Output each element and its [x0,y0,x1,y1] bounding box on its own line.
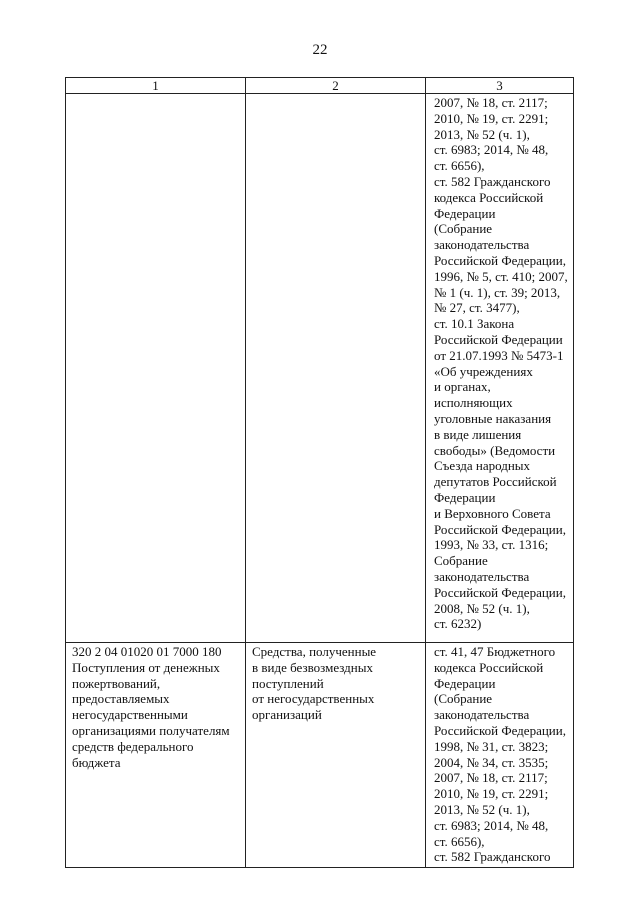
text-line: 1998, № 31, ст. 3823; [434,738,549,754]
text-line: Российской Федерации, [434,722,566,738]
text-line: законодательства [434,237,530,253]
text-line: 2008, № 52 (ч. 1), [434,600,530,616]
text-line: ст. 6983; 2014, № 48, [434,142,549,158]
text-line: Поступления от денежных [72,659,220,675]
cell-revenue-type [246,94,426,643]
text-line: Российской Федерации [434,331,563,347]
table-row [66,643,574,868]
text-line: ст. 41, 47 Бюджетного [434,644,556,659]
text-line: ст. 6983; 2014, № 48, [434,817,549,833]
text-line: кодекса Российской [434,659,544,675]
column-header-3: 3 [426,78,574,94]
text-line: Средства, полученные [252,644,377,659]
cell-code-description [66,94,246,643]
text-line: организаций [252,707,322,723]
text-line: Российской Федерации, [434,252,566,268]
cell-code-description [66,643,246,868]
text-line: ст. 6232) [434,616,482,632]
text-line: 2013, № 52 (ч. 1), [434,801,530,817]
text-line: от негосударственных [252,691,375,707]
text-line: организациями получателям [72,722,230,738]
text-line: ст. 6656), [434,158,485,174]
cell-legal-basis [426,643,574,868]
text-line: бюджета [72,754,121,770]
text-line: (Собрание [434,221,493,237]
text-line: ст. 582 Гражданского [434,173,551,189]
text-line: 1996, № 5, ст. 410; 2007, [434,268,568,284]
text-line: и органах, [434,379,491,395]
text-line: депутатов Российской [434,474,557,490]
text-line: 320 2 04 01020 01 7000 180 [72,644,222,659]
text-line: 2013, № 52 (ч. 1), [434,126,530,142]
text-line: № 27, ст. 3477), [434,300,520,316]
text-line: (Собрание [434,691,493,707]
text-line: и Верховного Совета [434,505,551,521]
table-header-row [66,78,574,94]
text-line: законодательства [434,707,530,723]
text-line: 2010, № 19, ст. 2291; [434,110,549,126]
revenue-table [65,77,574,868]
text-line: № 1 (ч. 1), ст. 39; 2013, [434,284,561,300]
table-row [66,94,574,643]
text-line: свободы» (Ведомости [434,442,556,458]
text-line: ст. 582 Гражданского [434,849,551,865]
text-line: ст. 10.1 Закона [434,316,515,332]
text-line: «Об учреждениях [434,363,533,379]
text-line: поступлений [252,675,324,691]
text-line: Федерации [434,205,496,221]
text-line: Федерации [434,489,496,505]
text-line: 2007, № 18, ст. 2117; [434,95,548,110]
column-header-1: 1 [66,78,246,94]
text-line: уголовные наказания [434,410,552,426]
text-line: исполняющих [434,395,513,411]
text-line: пожертвований, [72,675,161,691]
text-line: в виде лишения [434,426,522,442]
page-number: 22 [312,42,328,58]
text-line: Федерации [434,675,496,691]
text-line: Собрание [434,553,488,569]
text-line: 2010, № 19, ст. 2291; [434,786,549,802]
cell-revenue-type [246,643,426,868]
text-line: Российской Федерации, [434,521,566,537]
text-line: Съезда народных [434,458,531,474]
text-line: ст. 6656), [434,833,485,849]
text-line: средств федерального [72,738,194,754]
text-line: предоставляемых [72,691,170,707]
text-line: кодекса Российской [434,189,544,205]
text-line: 1993, № 33, ст. 1316; [434,537,549,553]
column-header-2: 2 [246,78,426,94]
text-line: от 21.07.1993 № 5473-1 [434,347,564,363]
text-line: законодательства [434,568,530,584]
text-line: 2007, № 18, ст. 2117; [434,770,548,786]
cell-legal-basis [426,94,574,643]
text-line: негосударственными [72,707,188,723]
text-line: Российской Федерации, [434,584,566,600]
text-line: 2004, № 34, ст. 3535; [434,754,549,770]
text-line: в виде безвозмездных [252,659,373,675]
